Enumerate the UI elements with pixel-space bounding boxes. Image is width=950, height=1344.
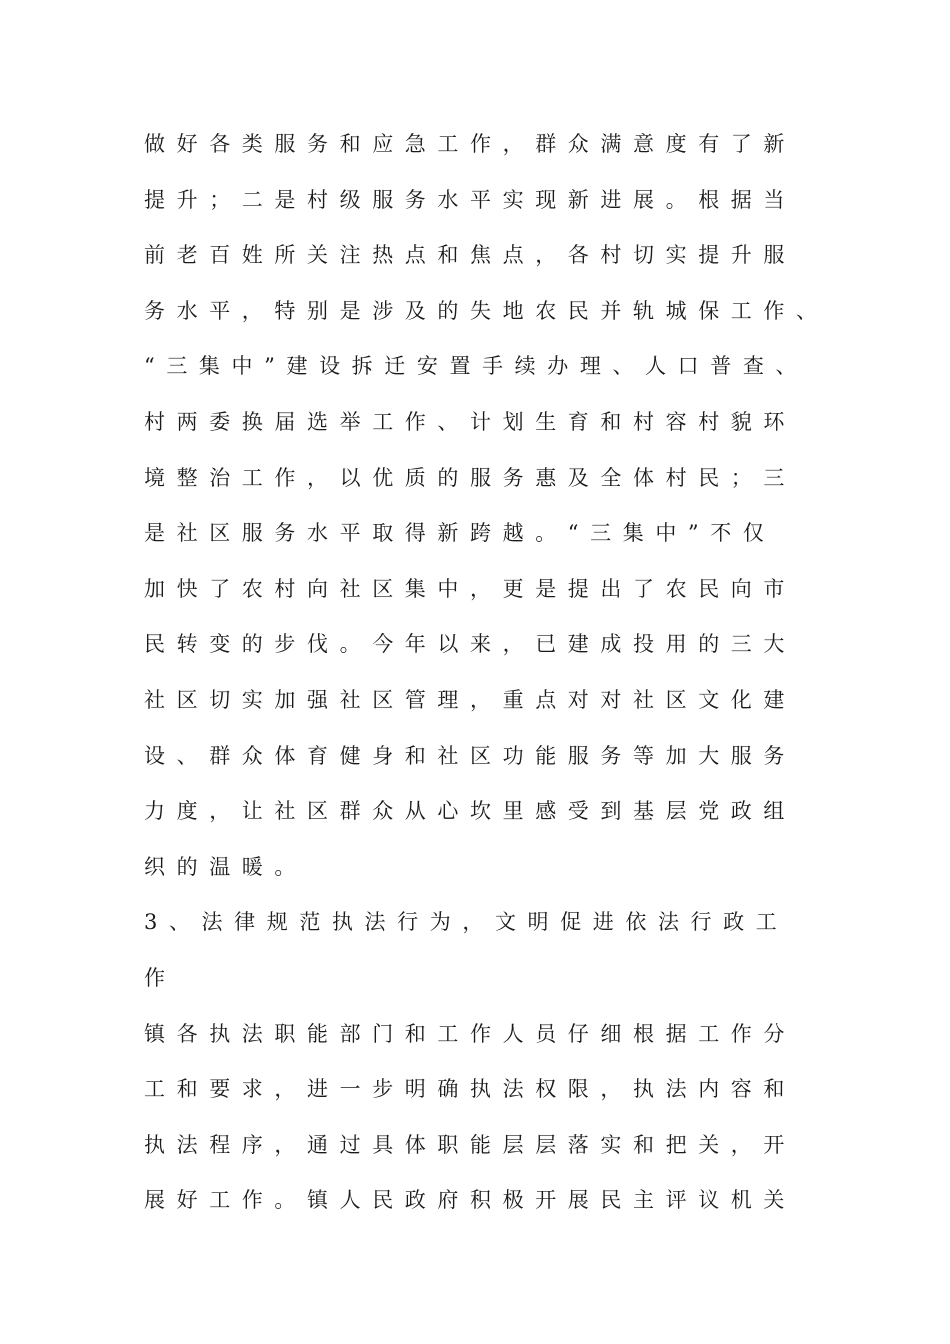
text-line: 力度，让社区群众从心坎里感受到基层党政组 [144,799,796,824]
text-line: 前老百姓所关注热点和焦点，各村切实提升服 [144,243,796,268]
text-line: 织的温暖。 [144,854,307,879]
text-line: 提升；二是村级服务水平实现新进展。根据当 [144,187,796,212]
text-line: 务水平，特别是涉及的失地农民并轨城保工作、 [144,298,829,323]
text-line: 设、群众体育健身和社区功能服务等加大服务 [144,743,796,768]
section-heading: 3、法律规范执法行为，文明促进依法行政工 [144,910,789,935]
text-line: “三集中”建设拆迁安置手续办理、人口普查、 [144,354,809,379]
text-line: 社区切实加强社区管理，重点对对社区文化建 [144,687,796,712]
text-line: 境整治工作，以优质的服务惠及全体村民；三 [144,465,796,490]
text-line: 村两委换届选举工作、计划生育和村容村貌环 [144,409,796,434]
text-line: 工和要求，进一步明确执法权限，执法内容和 [144,1077,796,1102]
text-line: 加快了农村向社区集中，更是提出了农民向市 [144,576,796,601]
text-line: 是社区服务水平取得新跨越。“三集中”不仅 [144,521,776,546]
text-line: 做好各类服务和应急工作，群众满意度有了新 [144,132,796,156]
text-line: 民转变的步伐。今年以来，已建成投用的三大 [144,632,796,657]
text-line: 执法程序，通过具体职能层层落实和把关，开 [144,1132,796,1157]
text-line: 展好工作。镇人民政府积极开展民主评议机关 [144,1188,796,1213]
section-heading-continued: 作 [144,965,177,990]
body-text [144,126,844,1238]
text-line: 镇各执法职能部门和工作人员仔细根据工作分 [144,1021,796,1046]
